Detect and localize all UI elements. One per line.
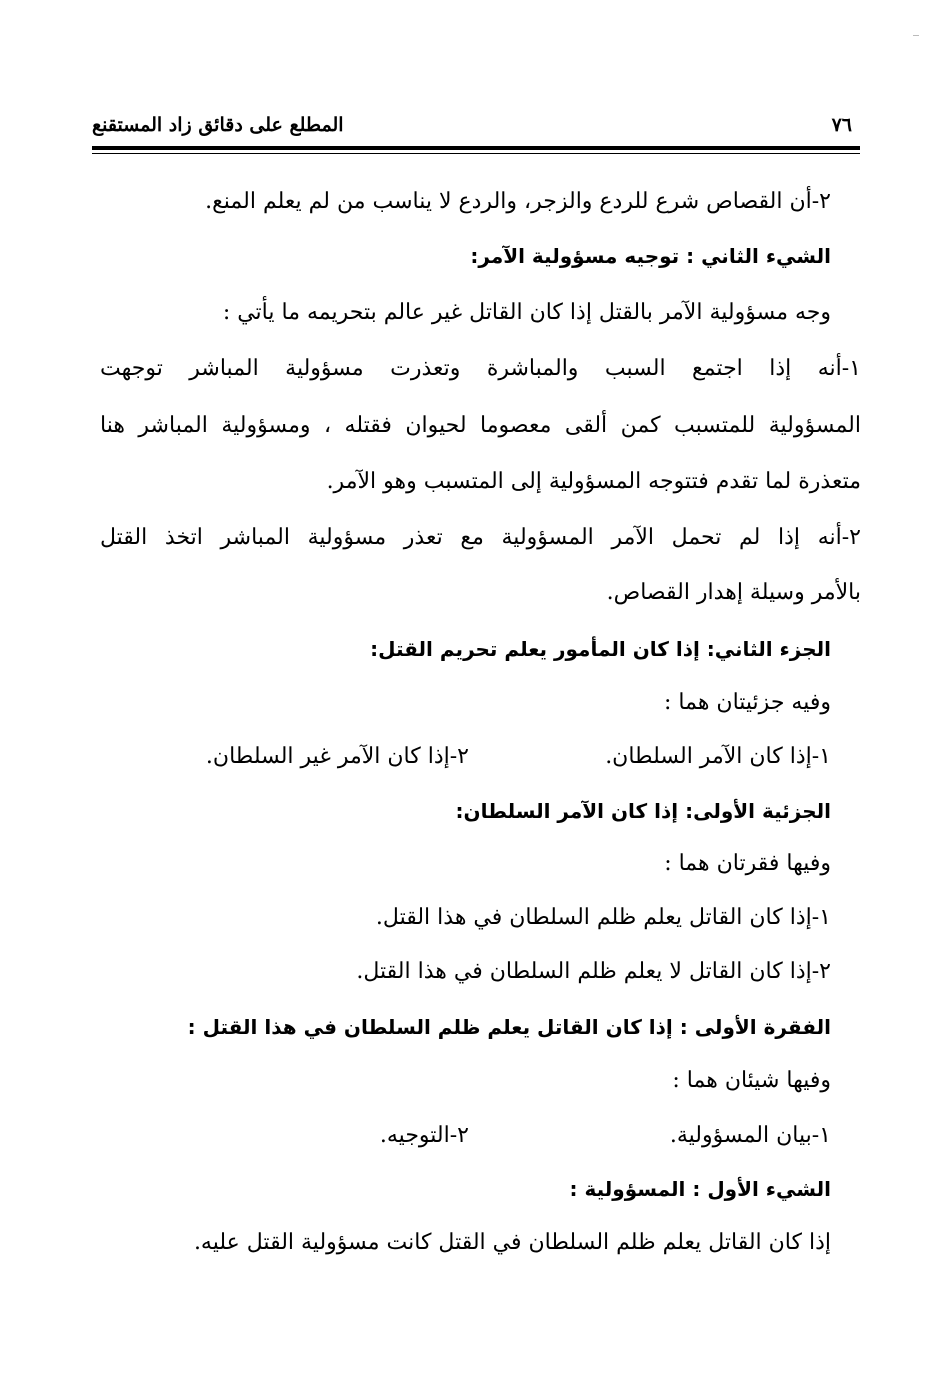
heading-part-two: الجزء الثاني: إذا كان المأمور يعلم تحريم القتل: [370, 637, 831, 661]
header-rule-thin [92, 153, 860, 154]
heading-second-thing: الشيء الثاني : توجيه مسؤولية الآمر: [470, 244, 831, 268]
heading-first-paragraph: الفقرة الأولى : إذا كان القاتل يعلم ظلم السلطان في هذا القتل : [187, 1015, 831, 1039]
heading-first-subpart: الجزئية الأولى: إذا كان الآمر السلطان: [455, 799, 831, 823]
list-item-1: ١-إذا كان الآمر السلطان. [605, 744, 831, 769]
heading-first-thing: الشيء الأول : المسؤولية : [569, 1177, 831, 1201]
text-line-15: ٢-إذا كان القاتل لا يعلم ظلم السلطان في هذا القتل. [356, 959, 831, 984]
running-header [92, 108, 860, 144]
list-item-4: ٢-التوجيه. [379, 1123, 469, 1148]
list-item-2: ٢-إذا كان الآمر غير السلطان. [205, 744, 469, 769]
text-line-7: ٢-أنه إذا لم تحمل الآمر المسؤولية مع تعذر مسؤولية المباشر اتخذ القتل [100, 525, 861, 550]
text-line-17: وفيها شيئان هما : [672, 1068, 831, 1093]
text-line-4: ١-أنه إذا اجتمع السبب والمباشرة وتعذرت مسؤولية المباشر توجهت [100, 356, 861, 381]
text-line-1: ٢-أن القصاص شرع للردع والزجر، والردع لا يناسب من لم يعلم المنع. [205, 189, 831, 214]
scan-mark [913, 35, 919, 36]
text-line-6: متعذرة لما تقدم فتتوجه المسؤولية إلى المتسبب وهو الآمر. [326, 469, 861, 494]
header-rule-thick [92, 146, 860, 150]
list-item-3: ١-بيان المسؤولية. [669, 1123, 831, 1148]
text-line-20: إذا كان القاتل يعلم ظلم السلطان في القتل كانت مسؤولية القتل عليه. [193, 1230, 831, 1255]
book-title: المطلع على دقائق زاد المستقنع [92, 114, 344, 136]
text-line-14: ١-إذا كان القاتل يعلم ظلم السلطان في هذا القتل. [375, 905, 831, 930]
text-line-3: وجه مسؤولية الآمر بالقتل إذا كان القاتل غير عالم بتحريمه ما يأتي : [222, 300, 831, 325]
text-line-13: وفيها فقرتان هما : [664, 851, 831, 876]
page-number: ٧٦ [831, 114, 852, 136]
text-line-8: بالأمر وسيلة إهدار القصاص. [606, 580, 861, 605]
text-line-10: وفيه جزئيتان هما : [664, 690, 831, 715]
text-line-5: المسؤولية للمتسبب كمن ألقى معصوما لحيوان فقتله ، ومسؤولية المباشر هنا [100, 413, 861, 438]
